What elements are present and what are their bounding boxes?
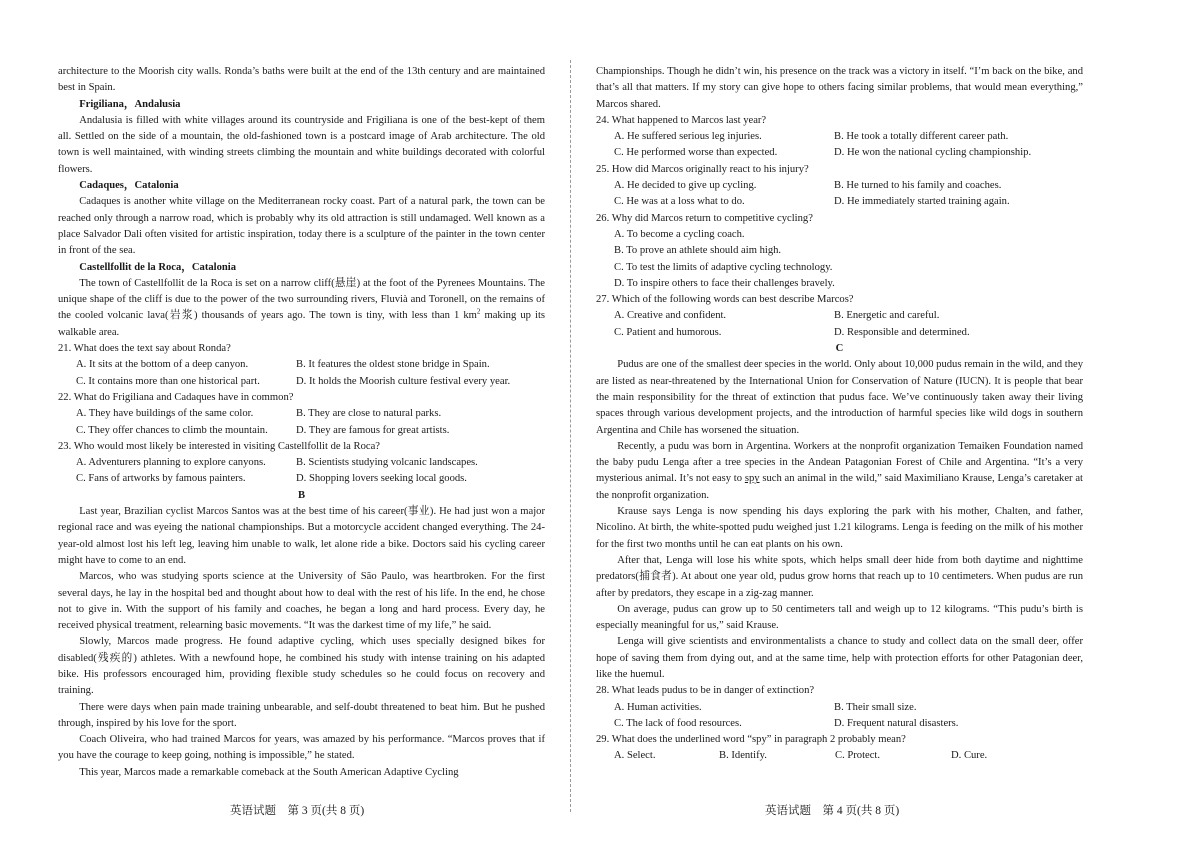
option[interactable]: C. Patient and humorous. [614,326,722,338]
frigiliana-paragraph: Andalusia is filled with white villages around its countryside and Frigiliana is one of the best-kept of them all. Settled on the side of a mountain, the old-fashioned town is a postcard image of Arab architecture. The old town is well maintained, with winding streets climbing the mountain and white buildings decorated with colorful flowers. [58,114,545,175]
option[interactable]: B. Scientists studying volcanic landscapes. [296,457,478,469]
passage-c-paragraph: Krause says Lenga is now spending his days exploring the park with his mother, Chalten, and father, Nicolino. At birth, the white-spotted pudu weighed just 1.21 kilograms. Lenga is feeding on the milk of his mother for the first two months until he can eat plants on his own. [596,506,1083,550]
page-3-footer: 英语试题 第 3 页(共 8 页) [230,805,365,817]
option[interactable]: A. Creative and confident. [614,310,727,322]
page-4-footer: 英语试题 第 4 页(共 8 页) [765,805,900,817]
option[interactable]: A. Adventurers planning to explore canyons. [76,457,266,469]
question-22: 22. What do Frigiliana and Cadaques have in common? [58,391,294,403]
option[interactable]: B. Energetic and careful. [834,310,940,322]
question-28: 28. What leads pudus to be in danger of extinction? [596,685,815,697]
page-3-column [58,64,545,781]
question-29-options [596,748,1083,764]
question-26: 26. Why did Marcos return to competitive cycling? [596,212,813,224]
question-24-options [596,129,1083,162]
passage-b-paragraph-end: Championships. Though he didn’t win, his presence on the track was a victory in itself. “I’m back on the bike, and that’s all that matters. If my story can give hope to others facing similar problems, that would mean everything,” Marcos shared. [596,66,1083,110]
passage-b-paragraph: Coach Oliveira, who had trained Marcos for years, was amazed by his performance. “Marcos proves that if you have the courage to keep going, nothing is impossible,” he stated. [58,734,545,762]
option[interactable]: B. Identify. [719,750,767,762]
option[interactable]: D. Frequent natural disasters. [834,717,959,729]
cadaques-heading: Cadaques，Catalonia [79,180,179,192]
option[interactable]: C. They offer chances to climb the mountain. [76,424,268,436]
castellfollit-heading: Castellfollit de la Roca，Catalonia [79,261,237,273]
option[interactable]: C. The lack of food resources. [614,717,742,729]
page-4-column [596,64,1083,765]
option[interactable]: B. Their small size. [834,701,917,713]
passage-b-paragraph: There were days when pain made training unbearable, and self-doubt threatened to beat him. But he pushed through, inspired by his love for the sport. [58,701,545,729]
option[interactable]: D. He won the national cycling championship. [834,147,1032,159]
option[interactable]: A. It sits at the bottom of a deep canyon. [76,359,249,371]
passage-b-paragraph: Last year, Brazilian cyclist Marcos Santos was at the best time of his career(事业). He had just won a major regional race and was eyeing the national championships. But a motorcycle accident changed everything. The 24-year-old almost lost his left leg, leaving him unable to walk, let alone ride a bike. Doctors said his cycling career might have to come to an end. [58,506,545,566]
passage-c-paragraph: After that, Lenga will lose his white spots, which helps small deer hide from both daytime and nighttime predators(捕食者). At about one year old, pudus grow horns that reach up to 10 centimeters. When pudus are run after by predators, they escape in a zig-zag manner. [596,554,1083,599]
option[interactable]: C. To test the limits of adaptive cycling technology. [614,261,833,273]
option[interactable]: C. Protect. [835,750,881,762]
question-21: 21. What does the text say about Ronda? [58,343,231,355]
option[interactable]: D. They are famous for great artists. [296,424,450,436]
question-25: 25. How did Marcos originally react to his injury? [596,163,809,175]
frigiliana-heading: Frigiliana，Andalusia [79,98,181,110]
question-26-options [596,227,1083,292]
option[interactable]: D. He immediately started training again. [834,196,1010,208]
passage-c-paragraph: Lenga will give scientists and environmentalists a chance to study and collect data on the small deer, offer hope of saving them from dying out, and at the same time, help with protection efforts for other Patagonian deer, like the huemul. [596,636,1083,680]
question-23: 23. Who would most likely be interested in visiting Castellfollit de la Roca? [58,440,380,452]
passage-b-paragraph: Marcos, who was studying sports science at the University of São Paulo, was heartbroken. For the first several days, he lay in the hospital bed and thought about how to deal with the rest of his life. In the end, he chose not to give in. With the support of his family and coaches, he began a long and hard process. Every day, he received physical treatment, relearning basic movements. “It was the darkest time of my life,” he said. [58,571,545,632]
option[interactable]: D. Shopping lovers seeking local goods. [296,473,467,485]
option[interactable]: A. To become a cycling coach. [614,228,745,240]
question-27: 27. Which of the following words can best describe Marcos? [596,294,854,306]
option[interactable]: B. He took a totally different career path. [834,131,1009,143]
option[interactable]: B. They are close to natural parks. [296,408,442,420]
passage-b-paragraph: This year, Marcos made a remarkable comeback at the South American Adaptive Cycling [79,766,459,778]
castellfollit-paragraph: The town of Castellfollit de la Roca is set on a narrow cliff(悬崖) at the foot of the Pyrenees Mountains. The unique shape of the cliff is due to the power of the two surrounding rivers, Fluvià and Toronell, on the remains of the cooled volcanic lava(岩浆) thousands of years ago. The town is tiny, with less than 1 $km^2$ making up its walkable area. [58,277,546,338]
option[interactable]: B. To prove an athlete should aim high. [614,245,782,257]
question-23-options [58,455,545,488]
option[interactable]: B. He turned to his family and coaches. [834,180,1002,192]
option[interactable]: D. To inspire others to face their challenges bravely. [614,277,835,289]
passage-c-paragraph: On average, pudus can grow up to 50 centimeters tall and weigh up to 12 kilograms. “This pudu’s birth is especially meaningful for us,” said Krause. [596,603,1083,632]
cadaques-paragraph: Cadaques is another white village on the Mediterranean rocky coast. Part of a natural park, the town can be reached only through a narrow road, which is probably why its old attraction is still undamaged. Well known as a place Salvador Dali often visited for artistic inspiration, today there is a sculpture of the painter in the town center in front of the sea. [58,196,545,257]
section-b-heading: B [297,489,306,501]
option[interactable]: A. He decided to give up cycling. [614,180,757,192]
page-divider [570,60,571,812]
question-22-options [58,406,545,439]
question-27-options [596,308,1083,341]
section-c-heading: C [835,343,844,355]
option[interactable]: D. Cure. [951,750,988,762]
question-24: 24. What happened to Marcos last year? [596,114,767,126]
passage-b-paragraph: Slowly, Marcos made progress. He found adaptive cycling, which uses specially designed bikes for disabled(残疾的) athletes. With a newfound hope, he combined his study with intense training on his adapted bike. His professors encouraged him, providing flexible study schedules so he could focus on recovery and training. [58,636,545,697]
question-21-options [58,357,545,390]
option[interactable]: C. It contains more than one historical part. [76,375,260,387]
underlined-word-spy: spy [744,473,760,485]
option[interactable]: D. It holds the Moorish culture festival every year. [296,375,511,387]
option[interactable]: B. It features the oldest stone bridge in Spain. [296,359,490,371]
ronda-paragraph-end: architecture to the Moorish city walls. Ronda’s baths were built at the end of the 13th century and are maintained best in Spain. [58,66,545,94]
question-29: 29. What does the underlined word “spy” in paragraph 2 probably mean? [596,734,906,746]
option[interactable]: C. He performed worse than expected. [614,147,778,159]
option[interactable]: C. He was at a loss what to do. [614,196,745,208]
passage-c-paragraph: Recently, a pudu was born in Argentina. Workers at the nonprofit organization Temaiken Foundation named the baby pudu Lenga after a tree species in the Andean Patagonian Forest of Chile and Argentina. “It’s a very mysterious animal. It’s not easy to spy such an animal in the wild,” said Maximiliano Krause, Lenga’s caretaker at the nonprofit organization. [596,440,1084,501]
option[interactable]: A. Select. [614,750,656,762]
question-28-options [596,700,1083,733]
option[interactable]: A. Human activities. [614,701,702,713]
option[interactable]: C. Fans of artworks by famous painters. [76,473,246,485]
passage-c-paragraph: Pudus are one of the smallest deer species in the world. Only about 10,000 pudus remain in the wild, and they are listed as near-threatened by the International Union for Conservation of Nature (IUCN). It is people that bear the main responsibility for the threat of extinction that pudus face. We’ve continuously taken away their living spaces through various development projects, and the introduction of harmful species like wild dogs in southern Argentina and Chile has worsened the situation. [596,359,1083,436]
question-25-options [596,178,1083,211]
option[interactable]: D. Responsible and determined. [834,326,970,338]
option[interactable]: A. They have buildings of the same color. [76,408,254,420]
option[interactable]: A. He suffered serious leg injuries. [614,131,762,143]
